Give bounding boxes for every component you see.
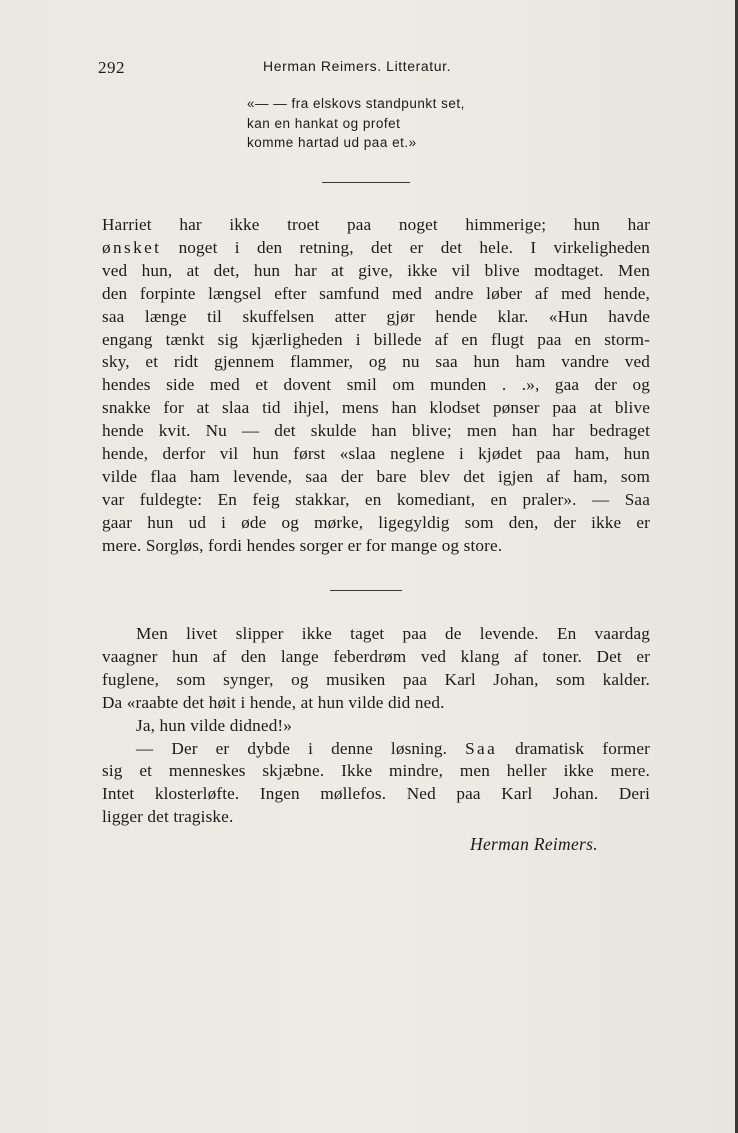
text-line (102, 738, 650, 761)
running-head: Herman Reimers. Litteratur. (263, 58, 452, 74)
verse-line: komme hartad ud paa et.» (247, 135, 417, 150)
text-line: Ja, hun vilde didned!» (136, 715, 293, 735)
line-part: dramatisk former (497, 738, 650, 758)
text-line: mere. Sorgløs, fordi hendes sorger er for mange og store. (102, 535, 503, 555)
text-line: ligger det tragiske. (102, 807, 234, 827)
text-line: hendes side med et dovent smil om munden . .», gaa der og (102, 375, 650, 395)
text-line: var fuldegte: En feig stakkar, en komediant, en praler». — Saa (102, 489, 650, 509)
text-line: Harriet har ikke troet paa noget himmerige; hun har (102, 215, 650, 234)
text-line (102, 237, 650, 260)
text-line: hende, derfor vil hun først «slaa neglene i kjødet paa ham, hun (102, 444, 650, 464)
verse-line: kan en hankat og profet (247, 115, 401, 131)
text-line: Intet klosterløfte. Ingen møllefos. Ned paa Karl Johan. Deri (102, 784, 650, 804)
text-line: den forpinte længsel efter samfund med andre løber af med hende, (102, 283, 650, 303)
verse-quote (247, 94, 465, 153)
line-part: — Der er dybde i denne løsning. (136, 738, 466, 758)
text-line: Da «raabte det høit i hende, at hun vilde did ned. (102, 692, 445, 712)
text-line: hende kvit. Nu — det skulde han blive; men han har bedraget (102, 421, 650, 441)
text-line: engang tænkt sig kjærligheden i billede af en flugt paa en storm- (102, 329, 650, 349)
text-line: Men livet slipper ikke taget paa de levende. En vaardag (136, 624, 650, 643)
text-line: snakke for at slaa tid ihjel, mens han klodset pønser paa at blive (102, 398, 650, 418)
text-line: saa længe til skuffelsen atter gjør hende klar. «Hun havde (102, 306, 650, 326)
text-line: fuglene, som synger, og musiken paa Karl Johan, som kalder. (102, 669, 650, 689)
text-line: sky, et ridt gjennem flammer, og nu saa hun ham vandre ved (102, 352, 650, 372)
text-line: ved hun, at det, hun har at give, ikke vil blive modtaget. Men (102, 260, 650, 280)
line-rest: noget i den retning, det er det hele. I virkeligheden (161, 237, 650, 257)
paragraph-harriet (102, 214, 650, 558)
verse-line: «— — fra elskovs standpunkt set, (247, 96, 465, 111)
paragraph-men-livet (102, 623, 650, 829)
page-number: 292 (98, 58, 125, 77)
text-line: vaagner hun af den lange feberdrøm ved klang af toner. Det er (102, 646, 650, 666)
text-line: gaar hun ud i øde og mørke, ligegyldig som den, der ikke er (102, 512, 650, 532)
text-line: sig et menneskes skjæbne. Ikke mindre, men heller ikke mere. (102, 761, 650, 781)
page-header (98, 58, 658, 82)
text-line: vilde flaa ham levende, saa der bare blev det igjen af ham, som (102, 466, 650, 486)
section-divider (322, 182, 410, 183)
spaced-word: Saa (465, 738, 498, 758)
section-divider (330, 590, 402, 591)
spaced-word: ønsket (102, 237, 162, 257)
author-signature: Herman Reimers. (470, 834, 598, 854)
